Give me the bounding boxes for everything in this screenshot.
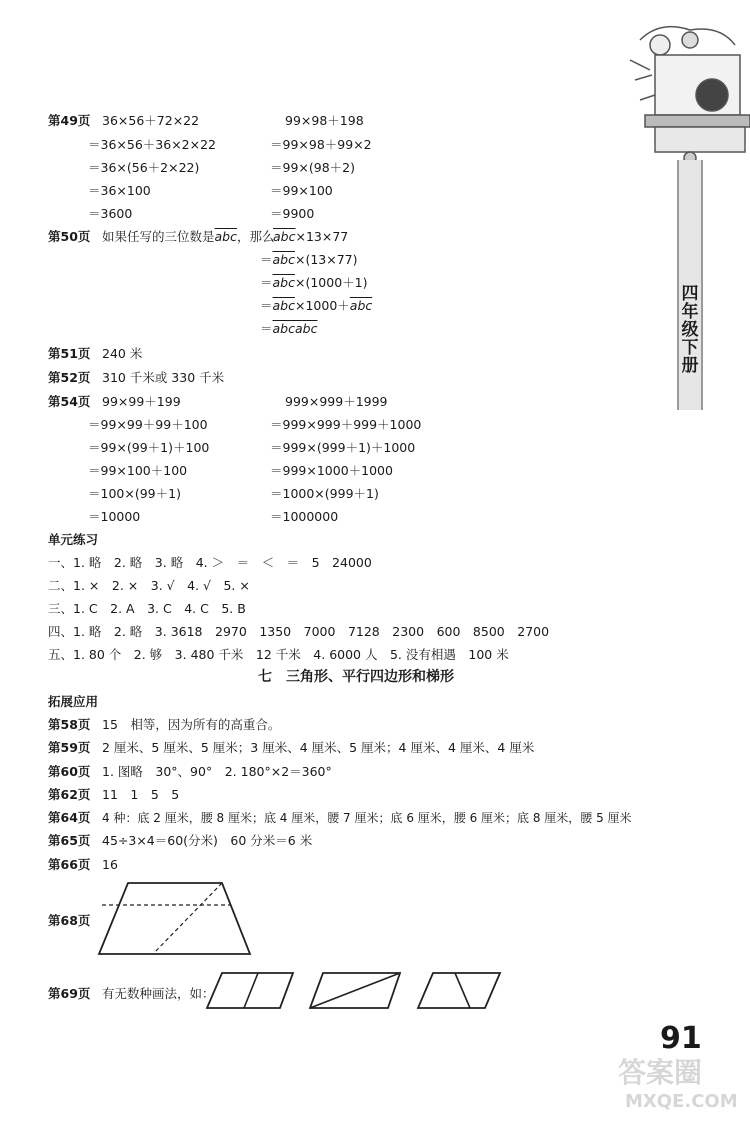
p62-label: 第62页 [48,787,91,802]
p50-label: 第50页 [48,229,91,244]
p49-left-line-2: ＝36×56＋36×2×22 [88,137,216,152]
p59-label: 第59页 [48,740,91,755]
p50-intro-abc: $\overline{abc}$ [214,229,237,244]
corner-illustration [630,27,750,164]
p50-line-4-op: ＝ [260,298,273,313]
p49-left-line-5: ＝3600 [88,206,133,221]
p64-answer: 4 种：底 2 厘米，腰 8 厘米；底 4 厘米，腰 7 厘米；底 6 厘米，腰 6 厘米；底 8 厘米，腰 5 厘米 [102,811,632,825]
p50-line-2-abc: $\overline{abc}$ [272,252,295,267]
p50-line-2-op: ＝ [260,252,273,267]
p54-right-line-2: ＝999×999＋999＋1000 [270,417,422,432]
p54-left-line-2: ＝99×99＋99＋100 [88,417,208,432]
p50-line-4-abc-tail: $\overline{abc}$ [349,298,373,313]
p54-right-line-5: ＝1000×(999＋1) [270,486,379,501]
p50-line-1-expr: ×13×77 [295,229,349,244]
p50-line-3-op: ＝ [260,275,273,290]
p50-line-5-abc: abcabc [272,321,318,336]
p58-label: 第58页 [48,717,91,732]
p49-left-line-4: ＝36×100 [88,183,151,198]
unit-row-4: 四、1. 略 2. 略 3. 3618 2970 1350 7000 7128 2300 600 8500 2700 [48,624,550,639]
p69-answer: 有无数种画法，如： [102,986,215,1001]
p69-label: 第69页 [48,986,91,1001]
p65-answer: 45÷3×4＝60(分米) 60 分米＝6 米 [102,833,313,848]
p50-line-4-abc: $\overline{abc}$ [272,298,295,313]
p50-line-4-expr: ×1000＋ [294,298,350,313]
p50-line-3-expr: ×(1000＋1) [294,275,368,290]
p52-answer: 310 千米或 330 千米 [102,370,225,385]
p66-label: 第66页 [48,857,91,872]
p58-answer: 15 相等，因为所有的高重合。 [102,717,281,732]
p49-right-line-3: ＝99×(98＋2) [270,160,355,175]
p50-line-2-expr: ×(13×77) [294,252,358,267]
p50-line-1 [273,229,348,245]
p50-line-3 [260,275,367,291]
p50-intro-tail: ，那么 [236,229,275,244]
p54-left-line-3: ＝99×(99＋1)＋100 [88,440,210,455]
chapter-title: 七 三角形、平行四边形和梯形 [258,669,454,685]
watermark-logo: 答案圈 [618,1056,703,1089]
p49-right-line-2: ＝99×98＋99×2 [270,137,372,152]
p54-left-line-5: ＝100×(99＋1) [88,486,181,501]
p49-right-line-5: ＝9900 [270,206,315,221]
p65-label: 第65页 [48,833,91,848]
p51-answer: 240 米 [102,346,143,361]
p59-answer: 2 厘米、5 厘米、5 厘米；3 厘米、4 厘米、5 厘米；4 厘米、4 厘米、4 厘米 [102,740,535,755]
p50-intro [102,229,275,245]
p66-answer: 16 [102,857,118,872]
p50-line-2 [260,252,358,268]
p49-left-line-3: ＝36×(56＋2×22) [88,160,200,175]
p62-answer: 11 1 5 5 [102,787,180,802]
unit-row-1: 一、1. 略 2. 略 3. 略 4. ＞ ＝ ＜ ＝ 5 24000 [48,555,372,570]
unit-row-5: 五、1. 80 个 2. 够 3. 480 千米 12 千米 4. 6000 人 5. 没有相遇 100 米 [48,647,509,662]
unit-row-3: 三、1. C 2. A 3. C 4. C 5. B [48,601,246,616]
p52-label: 第52页 [48,370,91,385]
p50-line-1-abc: $\overline{abc}$ [273,229,296,244]
watermark-url: MXQE.COM [625,1091,738,1112]
unit-row-2: 二、1. × 2. × 3. √ 4. √ 5. × [48,578,250,593]
p68-label: 第68页 [48,913,91,928]
p60-answer: 1. 图略 30°、90° 2. 180°×2＝360° [102,764,332,779]
p54-right-line-1: 999×999＋1999 [285,394,388,409]
p50-intro-text: 如果任写的三位数是 [102,229,215,244]
p54-left-line-4: ＝99×100＋100 [88,463,188,478]
sidebar-grade-label: 四年级下册 [681,284,699,376]
p50-line-5-op: ＝ [260,321,273,336]
p50-line-5 [260,321,317,337]
p54-label: 第54页 [48,394,91,409]
p54-left-line-1: 99×99＋199 [102,394,181,409]
p50-line-3-abc: $\overline{abc}$ [272,275,295,290]
extension-title: 拓展应用 [48,694,99,709]
p54-right-line-6: ＝1000000 [270,509,339,524]
p49-right-line-1: 99×98＋198 [285,113,364,128]
p50-line-4 [260,298,372,314]
p54-left-line-6: ＝10000 [88,509,141,524]
p54-right-line-4: ＝999×1000＋1000 [270,463,393,478]
page-number: 91 [660,1021,702,1056]
p49-right-line-4: ＝99×100 [270,183,333,198]
p60-label: 第60页 [48,764,91,779]
p51-label: 第51页 [48,346,91,361]
p54-right-line-3: ＝999×(999＋1)＋1000 [270,440,416,455]
unit-practice-title: 单元练习 [48,532,99,547]
p64-label: 第64页 [48,810,91,825]
p49-label: 第49页 [48,113,91,128]
p49-left-line-1: 36×56＋72×22 [102,113,200,128]
